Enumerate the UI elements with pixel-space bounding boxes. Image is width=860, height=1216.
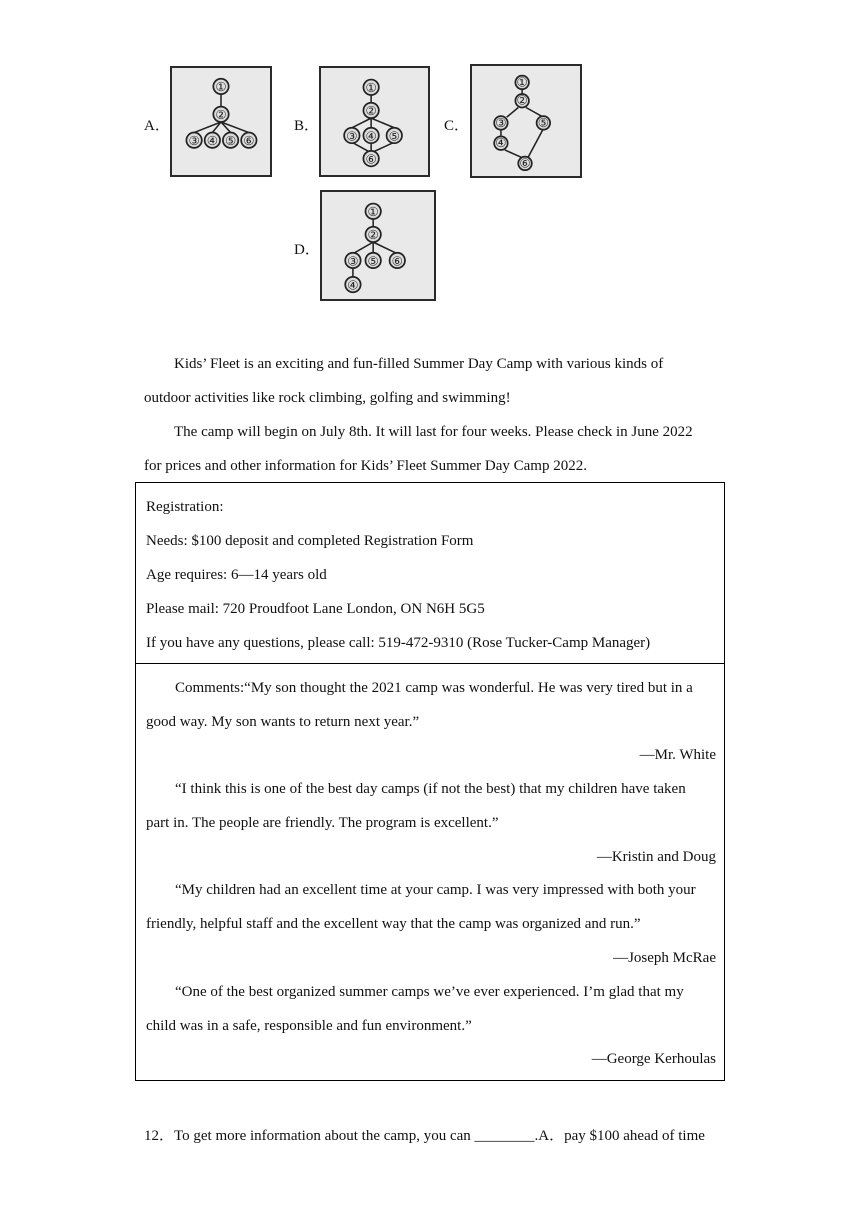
node-label: ⑥ bbox=[365, 151, 377, 167]
node-label: ② bbox=[516, 92, 528, 108]
passage-p1-line2: outdoor activities like rock climbing, golfing and swimming! bbox=[144, 390, 511, 406]
question-12: 12．To get more information about the camp, you can ________.A．pay $100 ahead of time bbox=[144, 1128, 705, 1144]
node-label: ① bbox=[365, 80, 377, 96]
node-label: ① bbox=[516, 74, 528, 90]
node-label: ③ bbox=[346, 128, 358, 144]
comment-2-line1: “I think this is one of the best day camps (if not the best) that my children have taken bbox=[175, 781, 686, 797]
node-label: ② bbox=[365, 103, 377, 119]
node-label: ⑥ bbox=[391, 253, 403, 269]
node-label: ③ bbox=[188, 133, 200, 149]
comment-1-line1: Comments:“My son thought the 2021 camp was wonderful. He was very tired but in a bbox=[175, 680, 693, 696]
comment-4-line1: “One of the best organized summer camps we’ve ever experienced. I’m glad that my bbox=[175, 984, 684, 1000]
node-label: ③ bbox=[347, 253, 359, 269]
node-label: ① bbox=[215, 79, 227, 95]
option-d-label: D． bbox=[294, 242, 320, 258]
comment-4-author: —George Kerhoulas bbox=[591, 1051, 716, 1067]
registration-mail: Please mail: 720 Proudfoot Lane London, ON N6H 5G5 bbox=[146, 601, 485, 617]
comments-box bbox=[135, 663, 725, 1081]
registration-needs: Needs: $100 deposit and completed Registration Form bbox=[146, 533, 474, 549]
comment-2-author: —Kristin and Doug bbox=[596, 849, 716, 865]
comment-1-author: —Mr. White bbox=[639, 747, 716, 763]
node-label: ④ bbox=[206, 133, 218, 149]
node-label: ⑥ bbox=[243, 133, 255, 149]
passage-p1-line1: Kids’ Fleet is an exciting and fun-filled Summer Day Camp with various kinds of bbox=[174, 356, 664, 372]
comment-3-line1: “My children had an excellent time at your camp. I was very impressed with both your bbox=[175, 882, 696, 898]
node-label: ④ bbox=[347, 277, 359, 293]
comment-2-line2: part in. The people are friendly. The program is excellent.” bbox=[146, 815, 499, 831]
node-label: ⑤ bbox=[537, 114, 549, 130]
comment-4-line2: child was in a safe, responsible and fun environment.” bbox=[146, 1018, 472, 1034]
option-d-diagram bbox=[320, 190, 436, 301]
option-b-diagram bbox=[319, 66, 430, 177]
node-label: ④ bbox=[365, 128, 377, 144]
node-label: ③ bbox=[495, 114, 507, 130]
comment-1-line2: good way. My son wants to return next year.” bbox=[146, 714, 420, 730]
passage-p2-line2: for prices and other information for Kids’ Fleet Summer Day Camp 2022. bbox=[144, 458, 587, 474]
option-a-label: A． bbox=[144, 118, 170, 134]
node-label: ④ bbox=[495, 135, 507, 151]
registration-call: If you have any questions, please call: 519-472-9310 (Rose Tucker-Camp Manager) bbox=[146, 635, 651, 651]
option-c-diagram bbox=[470, 64, 582, 178]
passage-p2-line1: The camp will begin on July 8th. It will last for four weeks. Please check in June 2022 bbox=[174, 424, 693, 440]
node-label: ② bbox=[367, 227, 379, 243]
registration-box bbox=[135, 482, 725, 664]
node-label: ⑤ bbox=[388, 128, 400, 144]
comment-3-author: —Joseph McRae bbox=[613, 950, 716, 966]
option-b-label: B． bbox=[294, 118, 320, 134]
registration-title: Registration: bbox=[146, 499, 224, 515]
node-label: ⑥ bbox=[519, 155, 531, 171]
registration-age: Age requires: 6—14 years old bbox=[146, 567, 327, 583]
node-label: ① bbox=[367, 204, 379, 220]
node-label: ⑤ bbox=[367, 253, 379, 269]
option-c-label: C． bbox=[444, 118, 470, 134]
node-label: ② bbox=[215, 107, 227, 123]
comment-3-line2: friendly, helpful staff and the excellent way that the camp was organized and run.” bbox=[146, 916, 641, 932]
option-a-diagram bbox=[170, 66, 272, 177]
node-label: ⑤ bbox=[225, 133, 237, 149]
